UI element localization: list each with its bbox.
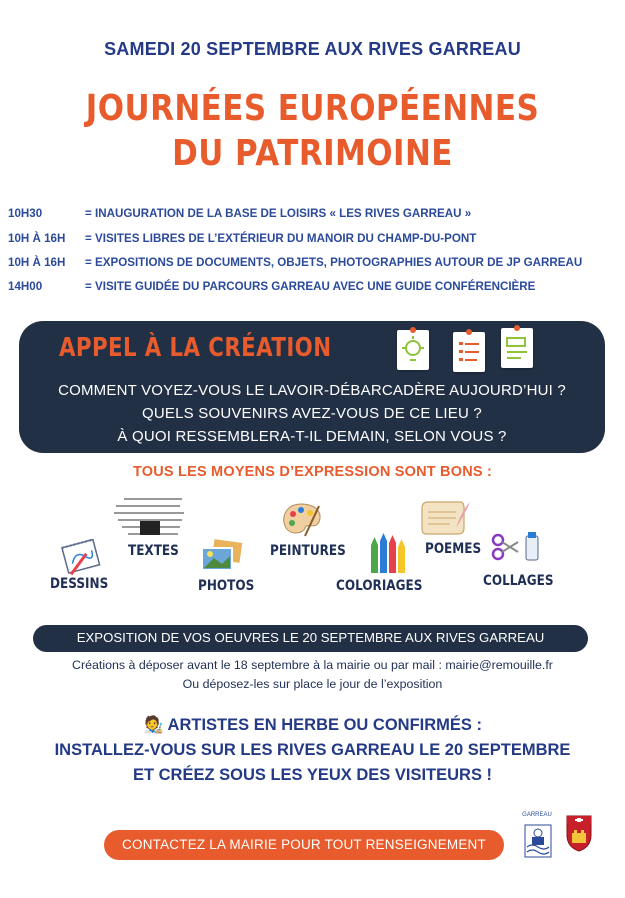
garreau-logo-icon <box>522 821 554 861</box>
medium-label-photos: PHOTOS <box>198 578 255 594</box>
medium-label-textes: TEXTES <box>128 543 179 559</box>
artistes-line1-text: ARTISTES EN HERBE OU CONFIRMÉS : <box>167 716 482 734</box>
schedule-time: 10H À 16H <box>8 232 66 245</box>
schedule-desc: = EXPOSITIONS DE DOCUMENTS, OBJETS, PHOTOGRAPHIES AUTOUR DE JP GARREAU <box>85 256 583 269</box>
deposit-info-line2: Ou déposez-les sur place le jour de l’exposition <box>182 677 443 691</box>
crayons-icon <box>365 531 413 577</box>
contact-text: CONTACTEZ LA MAIRIE POUR TOUT RENSEIGNEMENT <box>122 837 486 852</box>
artistes-line1 <box>0 716 625 735</box>
exposition-text: EXPOSITION DE VOS OEUVRES LE 20 SEPTEMBRE AUX RIVES GARREAU <box>76 630 545 645</box>
artist-emoji-icon: 🧑‍🎨 <box>143 716 164 734</box>
list-card-icon <box>453 332 485 372</box>
appel-cards-illustration <box>397 326 557 374</box>
garreau-logo-text: GARREAU <box>522 812 552 818</box>
medium-label-collages: COLLAGES <box>483 573 554 589</box>
schedule-desc: = VISITES LIBRES DE L’EXTÉRIEUR DU MANOIR DU CHAMP-DU-PONT <box>85 232 477 245</box>
appel-question: QUELS SOUVENIRS AVEZ-VOUS DE CE LIEU ? <box>142 405 482 422</box>
schedule-desc: = VISITE GUIDÉE DU PARCOURS GARREAU AVEC UNE GUIDE CONFÉRENCIÈRE <box>85 280 536 293</box>
appel-question: À QUOI RESSEMBLERA-T-IL DEMAIN, SELON VOUS ? <box>117 428 507 445</box>
paint-palette-icon <box>279 500 325 542</box>
scroll-quill-icon <box>416 498 472 538</box>
schedule-desc: = INAUGURATION DE LA BASE DE LOISIRS « LES RIVES GARREAU » <box>85 207 472 220</box>
schedule-time: 10H À 16H <box>8 256 66 269</box>
artistes-line2: INSTALLEZ-VOUS SUR LES RIVES GARREAU LE 20 SEPTEMBRE <box>54 741 571 759</box>
lightbulb-card-icon <box>397 330 429 370</box>
sketchbook-icon <box>57 535 107 580</box>
medium-label-peintures: PEINTURES <box>270 543 346 559</box>
medium-label-poemes: POEMES <box>425 541 482 557</box>
schedule-time: 10H30 <box>8 207 43 220</box>
event-date-line: SAMEDI 20 SEPTEMBRE AUX RIVES GARREAU <box>104 39 521 59</box>
deposit-info-line1: Créations à déposer avant le 18 septembre à la mairie ou par mail : mairie@remouille.fr <box>72 658 553 672</box>
moyens-heading: TOUS LES MOYENS D’EXPRESSION SONT BONS : <box>132 464 492 480</box>
layout-card-icon <box>501 328 533 368</box>
scissors-glue-icon <box>490 530 546 566</box>
medium-label-dessins: DESSINS <box>50 576 109 592</box>
schedule-time: 14H00 <box>8 280 43 293</box>
appel-question: COMMENT VOYEZ-VOUS LE LAVOIR-DÉBARCADÈRE AUJOURD’HUI ? <box>58 382 566 399</box>
appel-title: APPEL À LA CRÉATION <box>59 333 332 363</box>
artistes-line3: ET CRÉEZ SOUS LES YEUX DES VISITEURS ! <box>132 766 493 784</box>
page-title-line2: DU PATRIMOINE <box>172 133 453 174</box>
text-snippet-icon <box>110 493 186 545</box>
photos-icon <box>198 538 246 576</box>
medium-label-coloriages: COLORIAGES <box>336 578 423 594</box>
coat-of-arms-icon <box>564 813 594 853</box>
page-title-line1: JOURNÉES EUROPÉENNES <box>85 88 540 129</box>
